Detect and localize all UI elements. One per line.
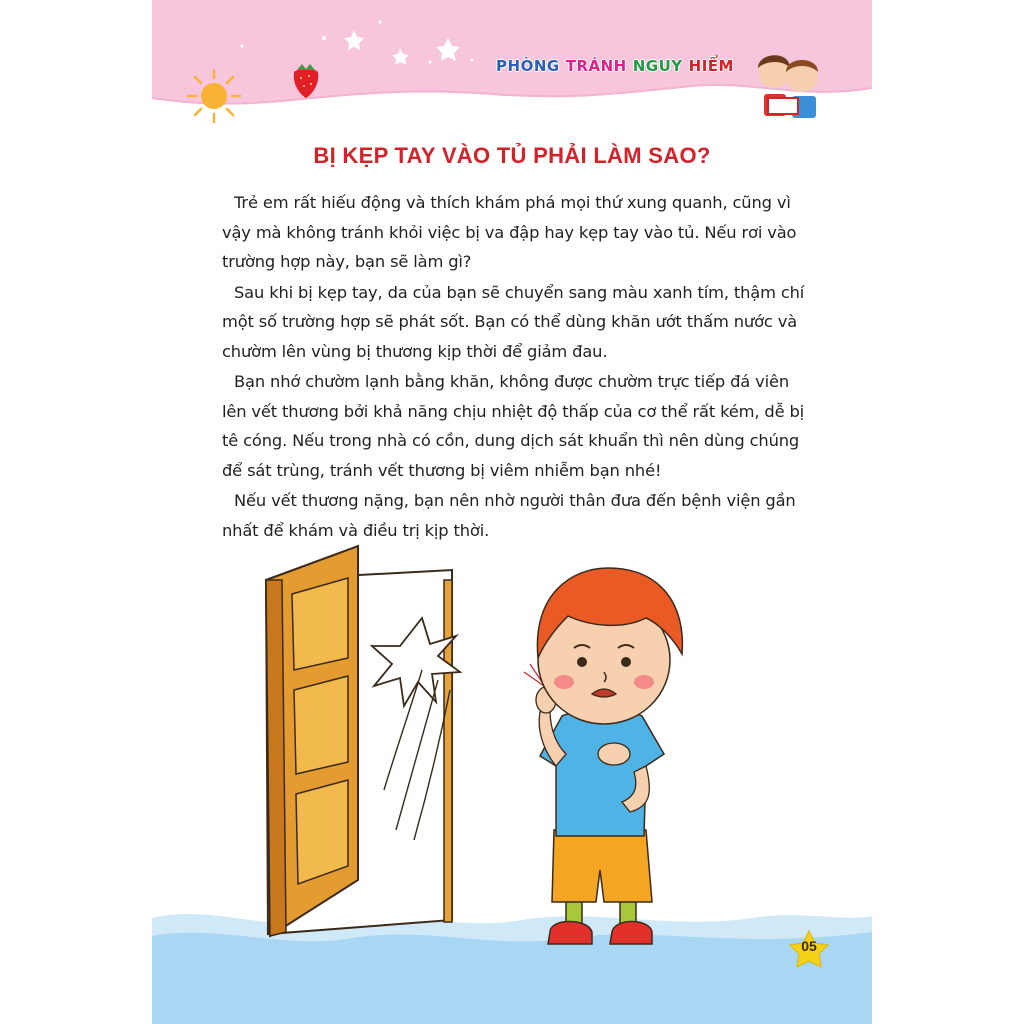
kids-reading-icon — [744, 40, 834, 130]
series-title-word-3: NGUY — [632, 57, 683, 75]
page-title: BỊ KẸP TAY VÀO TỦ PHẢI LÀM SAO? — [313, 143, 711, 168]
wave-icon — [152, 914, 872, 1024]
boy-hurt-finger-icon — [524, 568, 682, 944]
wardrobe-door-icon — [266, 546, 460, 936]
series-title — [490, 51, 740, 81]
series-title-word-1: PHÒNG — [496, 57, 560, 75]
article-body — [222, 188, 807, 546]
series-title-word-4: HIỂM — [688, 57, 734, 75]
paragraph-2: Sau khi bị kẹp tay, da của bạn sẽ chuyển sang màu xanh tím, thậm chí một số trường hợp sẽ phát sốt. Bạn có thể dùng khăn ướt thấm nước và chườm lên vùng bị thương kịp thời để giảm đau. — [222, 282, 805, 361]
page-number: 05 — [801, 938, 817, 954]
paragraph-4: Nếu vết thương nặng, bạn nên nhờ người thân đưa đến bệnh viện gần nhất để khám và điều trị kịp thời. — [222, 491, 796, 540]
book-page — [152, 0, 872, 1024]
series-title-word-2: TRÁNH — [565, 57, 627, 75]
illustration — [152, 540, 872, 1024]
paragraph-1: Trẻ em rất hiếu động và thích khám phá mọi thứ xung quanh, cũng vì vậy mà không tránh khỏi việc bị va đập hay kẹp tay vào tủ. Nếu rơi vào trường hợp này, bạn sẽ làm gì? — [222, 193, 797, 271]
sun-icon — [188, 70, 240, 122]
paragraph-3: Bạn nhớ chườm lạnh bằng khăn, không được chườm trực tiếp đá viên lên vết thương bởi khả năng chịu nhiệt độ thấp của cơ thể rất kém, dễ bị tê cóng. Nếu trong nhà có cồn, dung dịch sát khuẩn thì nên dùng chúng để sát trùng, tránh vết thương bị viêm nhiễm bạn nhé! — [222, 372, 805, 480]
